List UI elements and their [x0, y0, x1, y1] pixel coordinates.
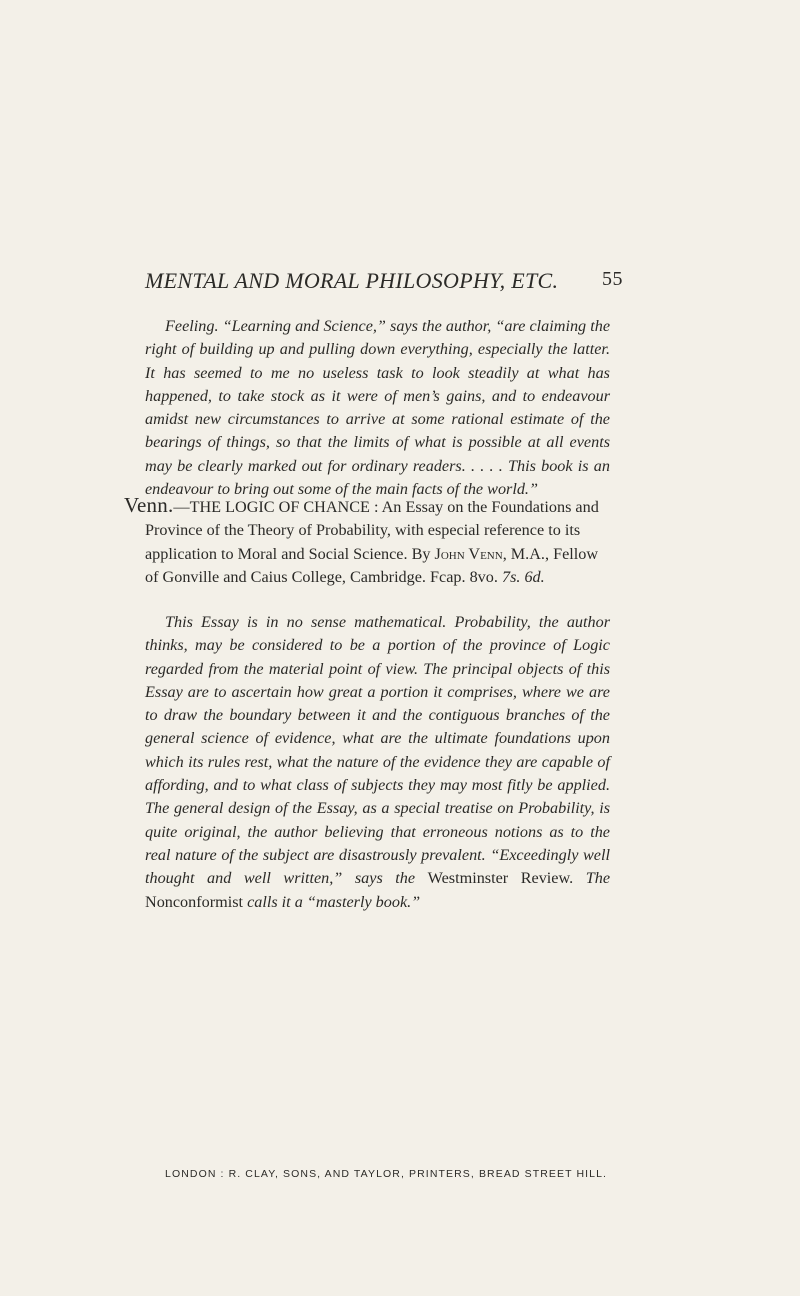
feeling-quote-body: “are claiming the right of building up and pulling down everything, especially the latter. It has seemed to me no useless task to look steadily at what has happened, to take stock as it were of men’s gains, and to endeavour amidst new circumstances to arrive at some rational estimate of the bearings of things, so that the limits of what is possible at all events may be clearly marked out for ordinary readers. . . . . This book is an endeavour to bring out some of the main facts of the world.”	[145, 317, 611, 499]
feeling-review	[145, 315, 610, 501]
entry-author: Venn.	[124, 493, 174, 517]
venn-review	[145, 611, 610, 914]
entry-subtitle: An Essay on the Foundations and Province of the Theory of Probability, with especial reference to its application to Moral and Social Science. By	[145, 498, 599, 563]
entry-affiliation: , Fellow of Gonville and Caius College, Cambridge. Fcap. 8vo.	[145, 544, 599, 586]
entry-author-full: John Venn, M.A.	[434, 544, 545, 563]
entry-price: 7s. 6d.	[501, 567, 545, 586]
review-nonconformist: Nonconformist	[145, 892, 244, 911]
running-title: MENTAL AND MORAL PHILOSOPHY, ETC.	[145, 268, 559, 293]
feeling-lead: Feeling.	[165, 317, 219, 335]
feeling-quote-open: “Learning and Science,”	[222, 317, 386, 335]
review-calls: calls it a	[243, 892, 307, 911]
review-westminster: Westminster Review.	[427, 869, 574, 888]
venn-entry	[124, 493, 610, 589]
printer-imprint: LONDON : R. CLAY, SONS, AND TAYLOR, PRINTERS, BREAD STREET HILL.	[165, 1168, 608, 1180]
feeling-says: says the author,	[385, 317, 496, 335]
page-number: 55	[602, 268, 623, 290]
entry-title: THE LOGIC OF CHANCE :	[189, 498, 379, 516]
entry-dash: —	[173, 498, 190, 516]
review-quote2: “masterly book.”	[306, 892, 421, 911]
review-body: This Essay is in no sense mathematical. Probability, the author thinks, may be considered to be a portion of the province of Logic regarded from the material point of view. The principal objects of this Essay are to ascertain how great a portion it comprises, where we are to draw the boundary between it and the contiguous branches of the general science of evidence, what are the ultimate foundations upon which its rules rest, what the nature of the evidence they are capable of affording, and to what class of subjects they may most fitly be applied. The general design of the Essay, as a special treatise on Probability, is quite original, the author believing that erroneous notions as to the real nature of the subject are disastrously prevalent.	[145, 613, 610, 864]
review-says: says the	[342, 869, 428, 888]
review-quote: “Exceedingly well thought and well written,”	[145, 845, 610, 888]
review-the: The	[573, 869, 611, 888]
